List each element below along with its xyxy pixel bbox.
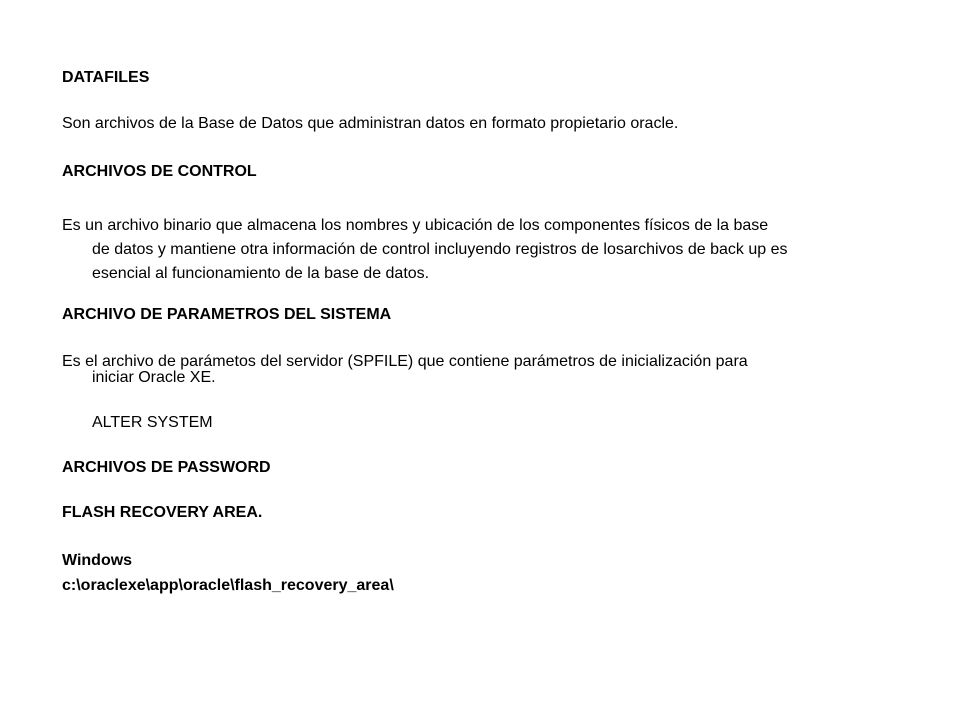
flash-recovery-heading: FLASH RECOVERY AREA.: [62, 504, 263, 521]
control-files-text-line-3: esencial al funcionamiento de la base de datos.: [92, 265, 430, 282]
alter-system-text: ALTER SYSTEM: [92, 414, 213, 431]
windows-label: Windows: [62, 552, 133, 569]
password-files-heading: ARCHIVOS DE PASSWORD: [62, 459, 271, 476]
control-files-heading: ARCHIVOS DE CONTROL: [62, 163, 257, 180]
system-parameters-heading: ARCHIVO DE PARAMETROS DEL SISTEMA: [62, 306, 392, 323]
datafiles-description: Son archivos de la Base de Datos que administran datos en formato propietario oracle.: [62, 115, 679, 132]
system-parameters-text-line-2: iniciar Oracle XE.: [92, 369, 216, 386]
system-parameters-text-line-1: Es el archivo de parámetos del servidor (SPFILE) que contiene parámetros de inicialización para: [62, 353, 748, 370]
control-files-text-line-1: Es un archivo binario que almacena los nombres y ubicación de los componentes físicos de la base: [62, 217, 769, 234]
control-files-text-line-2: de datos y mantiene otra información de control incluyendo registros de losarchivos de back up es: [92, 241, 788, 258]
datafiles-heading: DATAFILES: [62, 69, 150, 86]
windows-path: c:\oraclexe\app\oracle\flash_recovery_area\: [62, 577, 394, 594]
